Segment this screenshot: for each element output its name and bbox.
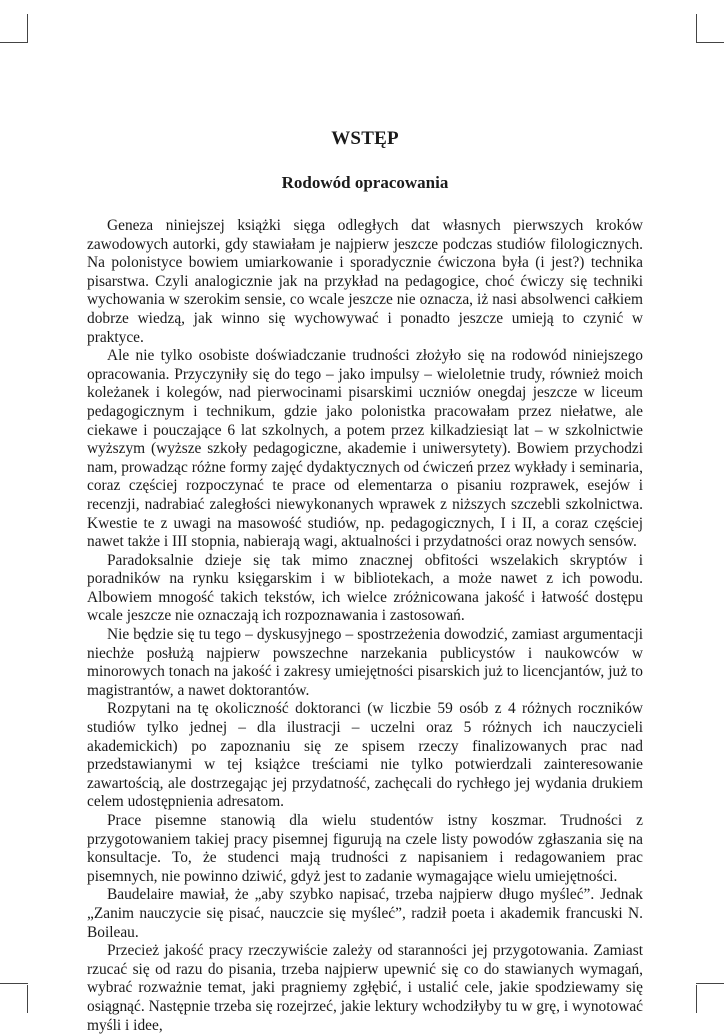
crop-mark-top-right-vertical	[696, 14, 697, 42]
crop-mark-bottom-right-horizontal	[696, 983, 724, 984]
paragraph: Baudelaire mawiał, że „aby szybko napisać, trzeba najpierw długo myśleć”. Jednak „Zanim nauczycie się pisać, nauczcie się myśleć”, radził poeta i akademik francuski N. Boileau.	[87, 886, 643, 941]
paragraph: Prace pisemne stanowią dla wielu studentów istny koszmar. Trudności z przygotowaniem takiej pracy pisemnej figurują na czele listy powodów zgłaszania się na konsultacje. To, że studenci mają trudności z napisaniem i redagowaniem prac pisemnych, nie powinno dziwić, gdyż jest to zadanie wymagające wielu umiejętności.	[87, 812, 643, 885]
crop-mark-top-right-horizontal	[696, 42, 724, 43]
crop-mark-bottom-left-horizontal	[0, 983, 28, 984]
crop-mark-top-left-vertical	[27, 14, 28, 42]
paragraph: Przecież jakość pracy rzeczywiście zależy od staranności jej przygotowania. Zamiast rzucać się od razu do pisania, trzeba najpierw upewnić się co do stawianych wymagań, wybrać rozważnie temat, jaki pragniemy zgłębić, i ustalić cele, jakie spodziewamy się osiągnąć. Następnie trzeba się rozejrzeć, jakie lektury wchodziłyby tu w grę, i wynotować myśli i idee,	[87, 942, 643, 1034]
paragraph: Paradoksalnie dzieje się tak mimo znacznej obfitości wszelakich skryptów i poradników na rynku księgarskim i w bibliotekach, a może nawet z ich powodu. Albowiem mnogość takich tekstów, ich wielce zróżnicowana jakość i łatwość dostępu wcale jeszcze nie oznaczają ich rozpoznawania i zastosowań.	[87, 551, 643, 625]
paragraph: Rozpytani na tę okoliczność doktoranci (w liczbie 59 osób z 4 różnych roczników studiów tylko jednej – dla ilustracji – uczelni oraz 5 różnych ich nauczycieli akademickich) po zapoznaniu się ze spisem rzeczy finalizowanych prac nad przedstawianymi w tej książce treściami nie tylko potwierdzali zainteresowanie zawartością, ale dostrzegając jej przydatność, zachęcali do rychłego jej wydania drukiem celem udostępnienia adresatom.	[87, 700, 643, 811]
paragraph: Geneza niniejszej książki sięga odległych dat własnych pierwszych kroków zawodowych autorki, gdy stawiałam je najpierw jeszcze podczas studiów filologicznych. Na polonistyce bowiem umiarkowanie i sporadycznie ćwiczona była (i jest?) technika pisarstwa. Czyli analogicznie jak na przykład na pedagogice, choć ćwiczy się techniki wychowania w szerokim sensie, co wcale jeszcze nie oznacza, iż nasi absolwenci całkiem dobrze wiedzą, jak winno się wychowywać i ponadto jeszcze umieją to czynić w praktyce.	[87, 217, 643, 346]
chapter-title: WSTĘP	[331, 128, 399, 149]
crop-mark-bottom-left-vertical	[27, 985, 28, 1013]
crop-mark-bottom-right-vertical	[696, 985, 697, 1013]
paragraph: Nie będzie się tu tego – dyskusyjnego – spostrzeżenia dowodzić, zamiast argumentacji niechże posłużą najpierw powszechne narzekania publicystów i naukowców w minorowych tonach na jakość i zakresy umiejętności pisarskich już to licencjantów, już to magistrantów, a nawet doktorantów.	[87, 626, 643, 699]
crop-mark-top-left-horizontal	[0, 42, 28, 43]
page-body	[87, 128, 643, 1035]
paragraph: Ale nie tylko osobiste doświadczanie trudności złożyło się na rodowód niniejszego opracowania. Przyczyniły się do tego – jako impulsy – wieloletnie trudy, również moich koleżanek i kolegów, nad pierwocinami pisarskimi uczniów onegdaj jeszcze w liceum pedagogicznym i technikum, gdzie jako polonistka pracowałam przez niełatwe, ale ciekawe i pouczające 6 lat szkolnych, a potem przez kilkadziesiąt lat – w szkolnictwie wyższym (wyższe szkoły pedagogiczne, akademie i uniwersytety). Bowiem przychodzi nam, prowadząc różne formy zajęć dydaktycznych od ćwiczeń przez wykłady i seminaria, coraz częściej rozpoczynać te prace od elementarza o pisaniu rozprawek, esejów i recenzji, nadrabiać zaległości niewykonanych wprawek z niższych szczebli szkolnictwa. Kwestie te z uwagi na masowość studiów, np. pedagogicznych, I i II, a coraz częściej nawet także i III stopnia, nabierają wagi, aktualności i przydatności oraz nowych sensów.	[87, 347, 643, 551]
section-title: Rodowód opracowania	[281, 173, 449, 192]
